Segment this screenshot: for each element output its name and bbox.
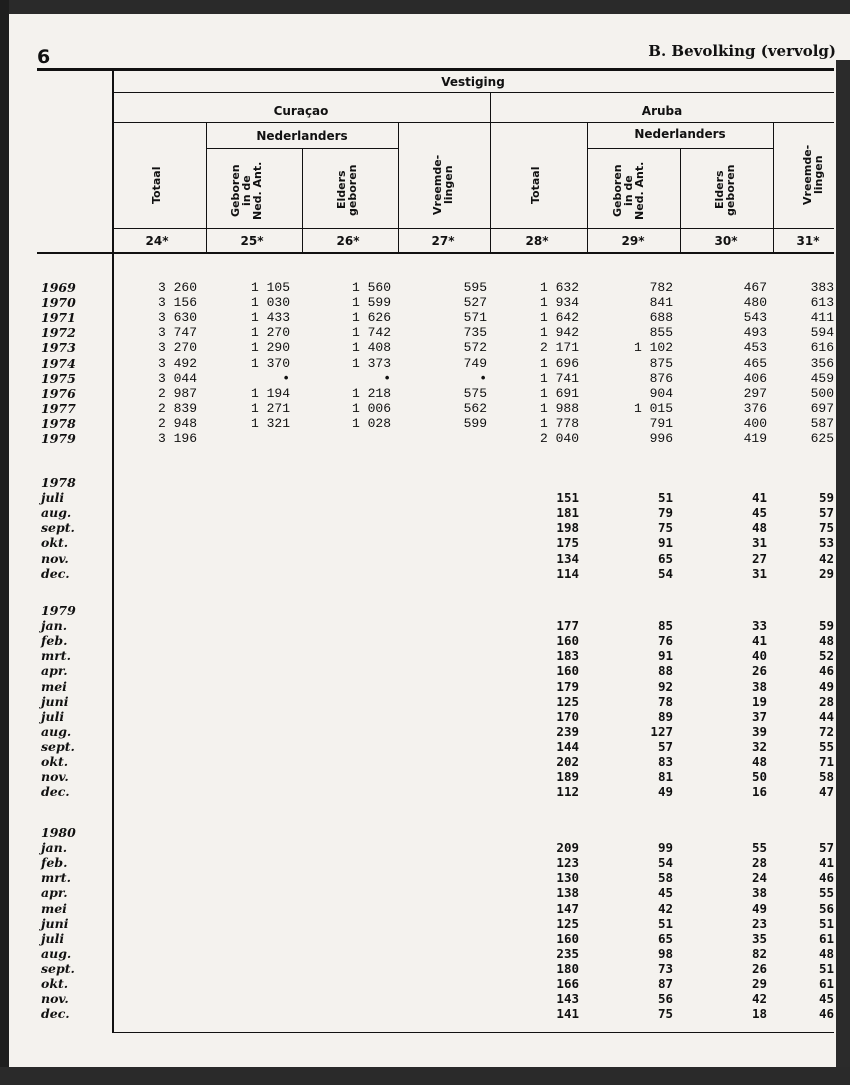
aruba-vreemdelingen-cell: 71 [818, 754, 834, 769]
month-label: okt. [41, 754, 69, 769]
aruba-elders-cell: 49 [751, 900, 767, 916]
aruba-header: Aruba [641, 104, 683, 118]
aruba-totaal-cell: 144 [556, 738, 579, 754]
aruba-geboren-cell: 876 [649, 370, 673, 386]
aruba-totaal-cell: 1 942 [539, 325, 579, 341]
aruba-elders-cell: 23 [751, 915, 767, 931]
year-label: 1978 [41, 415, 76, 431]
col-divider [680, 148, 681, 252]
aruba-elders-cell: 33 [751, 618, 767, 634]
aruba-totaal-cell: 177 [556, 618, 579, 634]
aruba-vreemdelingen-cell: 57 [818, 840, 834, 856]
aruba-elders-cell: 45 [751, 505, 767, 521]
aruba-vreemdelingen-cell: 72 [818, 723, 834, 739]
aruba-totaal-cell: 1 778 [539, 415, 579, 431]
aruba-vreemdelingen-cell: 55 [818, 738, 834, 754]
aruba-elders-cell: 42 [751, 991, 767, 1007]
aruba-totaal-cell: 1 632 [539, 280, 579, 295]
aruba-vreemdelingen-cell: 594 [810, 325, 834, 341]
aruba-geboren-cell: 127 [650, 723, 673, 739]
aruba-totaal-cell: 198 [556, 520, 579, 536]
aruba-vreemdelingen-cell: 61 [818, 976, 834, 991]
aruba-geboren-cell: 875 [649, 355, 673, 371]
curacao-vreemdelingen-cell: 595 [463, 280, 487, 295]
aruba-vreemdelingen-cell: 59 [818, 618, 834, 634]
aruba-totaal-cell: 175 [556, 535, 579, 551]
col-divider [773, 122, 774, 252]
aruba-totaal-cell: 1 642 [539, 310, 579, 326]
aruba-vreemdelingen-cell: 44 [818, 708, 834, 724]
aruba-geboren-cell: 87 [657, 976, 673, 991]
aruba-vreemdelingen-cell: 61 [818, 930, 834, 946]
aruba-elders-cell: 48 [751, 754, 767, 769]
column-number: 28* [525, 234, 549, 248]
year-label: 1974 [41, 355, 76, 371]
aruba-geboren-cell: 782 [649, 280, 673, 295]
nederlanders-header-curacao: Nederlanders [256, 129, 348, 143]
aruba-vreemdelingen-cell: 616 [810, 340, 834, 356]
aruba-vreemdelingen-cell: 28 [818, 693, 834, 709]
curacao-elders-cell: 1 560 [351, 280, 391, 295]
year-label: 1972 [41, 325, 76, 341]
aruba-geboren-cell: 65 [657, 550, 673, 566]
aruba-elders-cell: 465 [743, 355, 767, 371]
aruba-elders-cell: 37 [751, 708, 767, 724]
aruba-vreemdelingen-cell: 587 [810, 415, 834, 431]
column-number: 27* [431, 234, 455, 248]
month-label: mei [41, 900, 67, 916]
aruba-totaal-cell: 183 [556, 648, 579, 664]
aruba-vreemdelingen-cell: 53 [818, 535, 834, 551]
curacao-vreemdelingen-cell: 562 [463, 400, 487, 416]
month-label: sept. [41, 520, 75, 536]
curacao-vreemdelingen-cell: 735 [463, 325, 487, 341]
aruba-geboren-cell: 54 [657, 855, 673, 871]
aruba-geboren-cell: 51 [657, 490, 673, 506]
year-label: 1971 [41, 310, 76, 326]
month-label: okt. [41, 535, 69, 551]
aruba-totaal-cell: 180 [556, 960, 579, 976]
elders-header-curacao: Elders geboren [335, 164, 359, 216]
aruba-elders-cell: 480 [743, 295, 767, 311]
page-number: 6 [37, 46, 51, 68]
column-number: 30* [714, 234, 738, 248]
section-title: B. Bevolking (vervolg) [648, 42, 836, 60]
curacao-geboren-cell: 1 030 [250, 295, 290, 311]
year-label: 1977 [41, 400, 76, 416]
curacao-geboren-cell: 1 370 [250, 355, 290, 371]
month-label: mei [41, 678, 67, 694]
aruba-vreemdelingen-cell: 47 [818, 784, 834, 800]
aruba-vreemdelingen-cell: 52 [818, 648, 834, 664]
geboren-header-curacao: Geboren in de Ned. Ant. [229, 161, 264, 221]
aruba-vreemdelingen-cell: 459 [810, 370, 834, 386]
aruba-totaal-cell: 138 [556, 885, 579, 901]
aruba-elders-cell: 32 [751, 738, 767, 754]
aruba-elders-cell: 38 [751, 678, 767, 694]
aruba-geboren-cell: 98 [657, 945, 673, 961]
aruba-geboren-cell: 79 [657, 505, 673, 521]
aruba-vreemdelingen-cell: 55 [818, 885, 834, 901]
aruba-elders-cell: 41 [751, 633, 767, 649]
curacao-elders-cell: • [383, 370, 391, 386]
aruba-totaal-cell: 160 [556, 930, 579, 946]
aruba-geboren-cell: 85 [657, 618, 673, 634]
month-label: apr. [41, 885, 68, 901]
curacao-totaal-cell: 3 492 [157, 355, 197, 371]
vestiging-header: Vestiging [441, 75, 505, 89]
aruba-geboren-cell: 91 [657, 648, 673, 664]
aruba-elders-cell: 26 [751, 960, 767, 976]
curacao-vreemdelingen-cell: 571 [463, 310, 487, 326]
aruba-elders-cell: 400 [743, 415, 767, 431]
curacao-elders-cell: 1 599 [351, 295, 391, 311]
block-year-label: 1978 [41, 475, 76, 490]
year-label: 1976 [41, 385, 76, 401]
aruba-geboren-cell: 1 015 [633, 400, 673, 416]
month-label: aug. [41, 505, 72, 521]
vreemdelingen-header-aruba: Vreemde- lingen [801, 144, 825, 206]
curacao-totaal-cell: 3 196 [157, 431, 197, 446]
aruba-geboren-cell: 791 [649, 415, 673, 431]
aruba-totaal-cell: 1 934 [539, 295, 579, 311]
month-label: okt. [41, 976, 69, 991]
curacao-elders-cell: 1 006 [351, 400, 391, 416]
curacao-vreemdelingen-cell: 599 [463, 415, 487, 431]
aruba-vreemdelingen-cell: 75 [818, 520, 834, 536]
aruba-geboren-cell: 76 [657, 633, 673, 649]
aruba-geboren-cell: 51 [657, 915, 673, 931]
month-label: feb. [41, 633, 68, 649]
aruba-geboren-cell: 92 [657, 678, 673, 694]
curacao-totaal-cell: 3 156 [157, 295, 197, 311]
month-label: dec. [41, 565, 70, 581]
curacao-totaal-cell: 2 948 [157, 415, 197, 431]
aruba-totaal-cell: 125 [556, 915, 579, 931]
vestiging-rule [112, 92, 834, 93]
aruba-geboren-cell: 75 [657, 1006, 673, 1022]
aruba-totaal-cell: 166 [556, 976, 579, 991]
year-label: 1969 [41, 280, 76, 295]
month-label: juli [41, 930, 65, 946]
curacao-header: Curaçao [273, 104, 329, 118]
curacao-elders-cell: 1 218 [351, 385, 391, 401]
aruba-totaal-cell: 130 [556, 870, 579, 886]
aruba-totaal-cell: 125 [556, 693, 579, 709]
curacao-totaal-cell: 3 630 [157, 310, 197, 326]
aruba-geboren-cell: 65 [657, 930, 673, 946]
aruba-vreemdelingen-cell: 613 [810, 295, 834, 311]
aruba-totaal-cell: 112 [556, 784, 579, 800]
column-number-rule [37, 252, 834, 254]
aruba-geboren-cell: 49 [657, 784, 673, 800]
month-label: juni [41, 915, 69, 931]
aruba-vreemdelingen-cell: 41 [818, 855, 834, 871]
column-number: 29* [621, 234, 645, 248]
totaal-header-curacao: Totaal [150, 166, 163, 204]
block-year-label: 1979 [41, 603, 76, 618]
aruba-vreemdelingen-cell: 59 [818, 490, 834, 506]
aruba-geboren-cell: 99 [657, 840, 673, 856]
aruba-totaal-cell: 181 [556, 505, 579, 521]
vreemdelingen-header-curacao: Vreemde- lingen [431, 154, 455, 216]
curacao-totaal-cell: 3 747 [157, 325, 197, 341]
aruba-totaal-cell: 160 [556, 663, 579, 679]
aruba-totaal-cell: 151 [556, 490, 579, 506]
month-label: nov. [41, 550, 69, 566]
curacao-vreemdelingen-cell: • [479, 370, 487, 386]
aruba-vreemdelingen-cell: 51 [818, 960, 834, 976]
aruba-elders-cell: 543 [743, 310, 767, 326]
aruba-elders-cell: 38 [751, 885, 767, 901]
aruba-totaal-cell: 179 [556, 678, 579, 694]
aruba-elders-cell: 31 [751, 565, 767, 581]
month-label: nov. [41, 991, 69, 1007]
curacao-geboren-cell: 1 321 [250, 415, 290, 431]
aruba-elders-cell: 18 [751, 1006, 767, 1022]
island-rule [112, 122, 834, 123]
aruba-vreemdelingen-cell: 42 [818, 550, 834, 566]
curacao-vreemdelingen-cell: 572 [463, 340, 487, 356]
month-label: nov. [41, 769, 69, 785]
curacao-totaal-cell: 3 044 [157, 370, 197, 386]
aruba-vreemdelingen-cell: 58 [818, 769, 834, 785]
aruba-elders-cell: 40 [751, 648, 767, 664]
curacao-totaal-cell: 2 839 [157, 400, 197, 416]
aruba-totaal-cell: 143 [556, 991, 579, 1007]
aruba-totaal-cell: 1 691 [539, 385, 579, 401]
aruba-vreemdelingen-cell: 500 [810, 385, 834, 401]
aruba-elders-cell: 82 [751, 945, 767, 961]
aruba-elders-cell: 50 [751, 769, 767, 785]
aruba-vreemdelingen-cell: 625 [810, 431, 834, 446]
aruba-geboren-cell: 57 [657, 738, 673, 754]
aruba-elders-cell: 29 [751, 976, 767, 991]
aruba-geboren-cell: 89 [657, 708, 673, 724]
year-label: 1973 [41, 340, 76, 356]
aruba-geboren-cell: 904 [649, 385, 673, 401]
curacao-vreemdelingen-cell: 749 [463, 355, 487, 371]
aruba-elders-cell: 28 [751, 855, 767, 871]
col-divider [587, 122, 588, 252]
month-label: aug. [41, 945, 72, 961]
year-label: 1970 [41, 295, 76, 311]
aruba-elders-cell: 406 [743, 370, 767, 386]
curacao-vreemdelingen-cell: 527 [463, 295, 487, 311]
month-label: sept. [41, 738, 75, 754]
aruba-totaal-cell: 235 [556, 945, 579, 961]
aruba-vreemdelingen-cell: 46 [818, 870, 834, 886]
aruba-geboren-cell: 91 [657, 535, 673, 551]
elders-header-aruba: Elders geboren [713, 164, 737, 216]
curacao-geboren-cell: 1 271 [250, 400, 290, 416]
aruba-elders-cell: 419 [743, 431, 767, 446]
month-label: mrt. [41, 870, 71, 886]
aruba-elders-cell: 26 [751, 663, 767, 679]
aruba-vreemdelingen-cell: 49 [818, 678, 834, 694]
aruba-geboren-cell: 1 102 [633, 340, 673, 356]
month-label: apr. [41, 663, 68, 679]
curacao-totaal-cell: 2 987 [157, 385, 197, 401]
aruba-vreemdelingen-cell: 383 [810, 280, 834, 295]
totaal-header-aruba: Totaal [529, 166, 542, 204]
aruba-geboren-cell: 688 [649, 310, 673, 326]
curacao-elders-cell: 1 408 [351, 340, 391, 356]
aruba-elders-cell: 31 [751, 535, 767, 551]
aruba-vreemdelingen-cell: 46 [818, 1006, 834, 1022]
aruba-elders-cell: 41 [751, 490, 767, 506]
aruba-elders-cell: 493 [743, 325, 767, 341]
aruba-vreemdelingen-cell: 411 [810, 310, 834, 326]
year-label: 1979 [41, 431, 76, 446]
aruba-geboren-cell: 996 [649, 431, 673, 446]
aruba-totaal-cell: 1 741 [539, 370, 579, 386]
aruba-elders-cell: 467 [743, 280, 767, 295]
curacao-geboren-cell: • [282, 370, 290, 386]
month-label: juni [41, 693, 69, 709]
aruba-totaal-cell: 1 988 [539, 400, 579, 416]
top-rule [37, 68, 834, 71]
curacao-totaal-cell: 3 270 [157, 340, 197, 356]
aruba-vreemdelingen-cell: 356 [810, 355, 834, 371]
curacao-vreemdelingen-cell: 575 [463, 385, 487, 401]
curacao-totaal-cell: 3 260 [157, 280, 197, 295]
aruba-vreemdelingen-cell: 57 [818, 505, 834, 521]
aruba-geboren-cell: 42 [657, 900, 673, 916]
curacao-geboren-cell: 1 433 [250, 310, 290, 326]
aruba-geboren-cell: 54 [657, 565, 673, 581]
month-label: aug. [41, 723, 72, 739]
aruba-geboren-cell: 841 [649, 295, 673, 311]
scan-border-bottom [0, 1067, 850, 1085]
aruba-geboren-cell: 83 [657, 754, 673, 769]
month-label: dec. [41, 1006, 70, 1022]
aruba-vreemdelingen-cell: 56 [818, 900, 834, 916]
aruba-geboren-cell: 45 [657, 885, 673, 901]
aruba-vreemdelingen-cell: 48 [818, 633, 834, 649]
aruba-geboren-cell: 81 [657, 769, 673, 785]
scan-border-top [0, 0, 850, 14]
aruba-geboren-cell: 855 [649, 325, 673, 341]
aruba-elders-cell: 16 [751, 784, 767, 800]
col-divider [398, 122, 399, 252]
aruba-elders-cell: 39 [751, 723, 767, 739]
aruba-elders-cell: 48 [751, 520, 767, 536]
aruba-totaal-cell: 1 696 [539, 355, 579, 371]
aruba-elders-cell: 27 [751, 550, 767, 566]
aruba-vreemdelingen-cell: 48 [818, 945, 834, 961]
column-number: 26* [336, 234, 360, 248]
month-label: mrt. [41, 648, 71, 664]
curacao-elders-cell: 1 373 [351, 355, 391, 371]
month-label: jan. [41, 618, 68, 634]
aruba-elders-cell: 376 [743, 400, 767, 416]
aruba-totaal-cell: 189 [556, 769, 579, 785]
column-number: 24* [145, 234, 169, 248]
curacao-geboren-cell: 1 270 [250, 325, 290, 341]
aruba-totaal-cell: 170 [556, 708, 579, 724]
scan-border-right [836, 60, 850, 1085]
aruba-elders-cell: 24 [751, 870, 767, 886]
aruba-geboren-cell: 78 [657, 693, 673, 709]
aruba-geboren-cell: 58 [657, 870, 673, 886]
aruba-vreemdelingen-cell: 697 [810, 400, 834, 416]
month-label: juli [41, 708, 65, 724]
aruba-totaal-cell: 123 [556, 855, 579, 871]
month-label: jan. [41, 840, 68, 856]
aruba-geboren-cell: 88 [657, 663, 673, 679]
month-label: dec. [41, 784, 70, 800]
aruba-totaal-cell: 114 [556, 565, 579, 581]
aruba-totaal-cell: 147 [556, 900, 579, 916]
aruba-vreemdelingen-cell: 46 [818, 663, 834, 679]
header-bottom-rule [112, 228, 834, 229]
aruba-elders-cell: 453 [743, 340, 767, 356]
column-number: 25* [240, 234, 264, 248]
month-label: sept. [41, 960, 75, 976]
aruba-elders-cell: 297 [743, 385, 767, 401]
column-number: 31* [796, 234, 820, 248]
block-year-label: 1980 [41, 825, 76, 840]
aruba-totaal-cell: 134 [556, 550, 579, 566]
scan-border-left [0, 0, 9, 1085]
curacao-elders-cell: 1 742 [351, 325, 391, 341]
aruba-elders-cell: 35 [751, 930, 767, 946]
aruba-totaal-cell: 239 [556, 723, 579, 739]
curacao-elders-cell: 1 626 [351, 310, 391, 326]
aruba-totaal-cell: 160 [556, 633, 579, 649]
curacao-geboren-cell: 1 194 [250, 385, 290, 401]
aruba-vreemdelingen-cell: 51 [818, 915, 834, 931]
curacao-elders-cell: 1 028 [351, 415, 391, 431]
aruba-elders-cell: 55 [751, 840, 767, 856]
aruba-elders-cell: 19 [751, 693, 767, 709]
aruba-totaal-cell: 209 [556, 840, 579, 856]
aruba-geboren-cell: 73 [657, 960, 673, 976]
curacao-geboren-cell: 1 290 [250, 340, 290, 356]
year-label: 1975 [41, 370, 76, 386]
curacao-geboren-cell: 1 105 [250, 280, 290, 295]
geboren-header-aruba: Geboren in de Ned. Ant. [611, 161, 646, 221]
aruba-totaal-cell: 141 [556, 1006, 579, 1022]
month-label: feb. [41, 855, 68, 871]
aruba-totaal-cell: 2 040 [539, 431, 579, 446]
aruba-geboren-cell: 75 [657, 520, 673, 536]
aruba-totaal-cell: 202 [556, 754, 579, 769]
aruba-totaal-cell: 2 171 [539, 340, 579, 356]
col-divider [302, 148, 303, 252]
nederlanders-header-aruba: Nederlanders [634, 127, 726, 141]
stub-divider [112, 70, 114, 1032]
aruba-geboren-cell: 56 [657, 991, 673, 1007]
table-bottom-rule [112, 1032, 834, 1033]
month-label: juli [41, 490, 65, 506]
aruba-vreemdelingen-cell: 29 [818, 565, 834, 581]
aruba-vreemdelingen-cell: 45 [818, 991, 834, 1007]
